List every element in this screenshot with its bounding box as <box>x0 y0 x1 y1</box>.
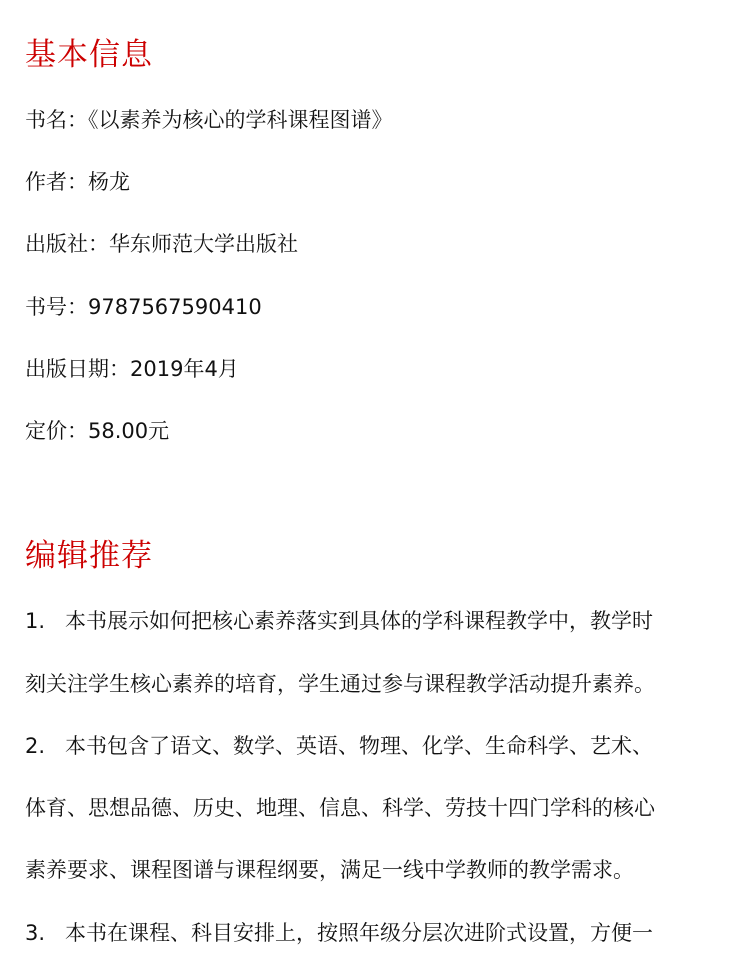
recommendation-item-2-text: 本书包含了语文、数学、英语、物理、化学、生命科学、艺术、 <box>65 734 653 758</box>
info-line-price: 定价：58.00元 <box>25 419 170 443</box>
recommendation-item-2-number: 2. <box>25 734 46 758</box>
recommendation-item-3-number: 3. <box>25 921 46 945</box>
editor-recommendation-heading: 编辑推荐 <box>25 538 153 574</box>
recommendation-item-1-continuation: 刻关注学生核心素养的培育，学生通过参与课程教学活动提升素养。 <box>25 672 655 696</box>
recommendation-item-1-first-line <box>25 611 653 632</box>
recommendation-item-2-first-line <box>25 736 653 757</box>
basic-info-heading: 基本信息 <box>25 37 153 73</box>
info-line-isbn: 书号：9787567590410 <box>25 295 262 319</box>
recommendation-item-2-continuation-1: 体育、思想品德、历史、地理、信息、科学、劳技十四门学科的核心 <box>25 796 655 820</box>
info-line-publisher: 出版社：华东师范大学出版社 <box>25 232 298 256</box>
info-line-author: 作者：杨龙 <box>25 170 130 194</box>
recommendation-item-2-continuation-2: 素养要求、课程图谱与课程纲要，满足一线中学教师的教学需求。 <box>25 858 634 882</box>
recommendation-item-3-first-line <box>25 923 653 944</box>
recommendation-item-1-number: 1. <box>25 609 46 633</box>
info-line-title: 书名：《以素养为核心的学科课程图谱》 <box>25 108 393 132</box>
recommendation-item-3-text: 本书在课程、科目安排上，按照年级分层次进阶式设置，方便一 <box>65 921 653 945</box>
recommendation-item-1-text: 本书展示如何把核心素养落实到具体的学科课程教学中，教学时 <box>65 609 653 633</box>
info-line-publish-date: 出版日期：2019年4月 <box>25 357 239 381</box>
